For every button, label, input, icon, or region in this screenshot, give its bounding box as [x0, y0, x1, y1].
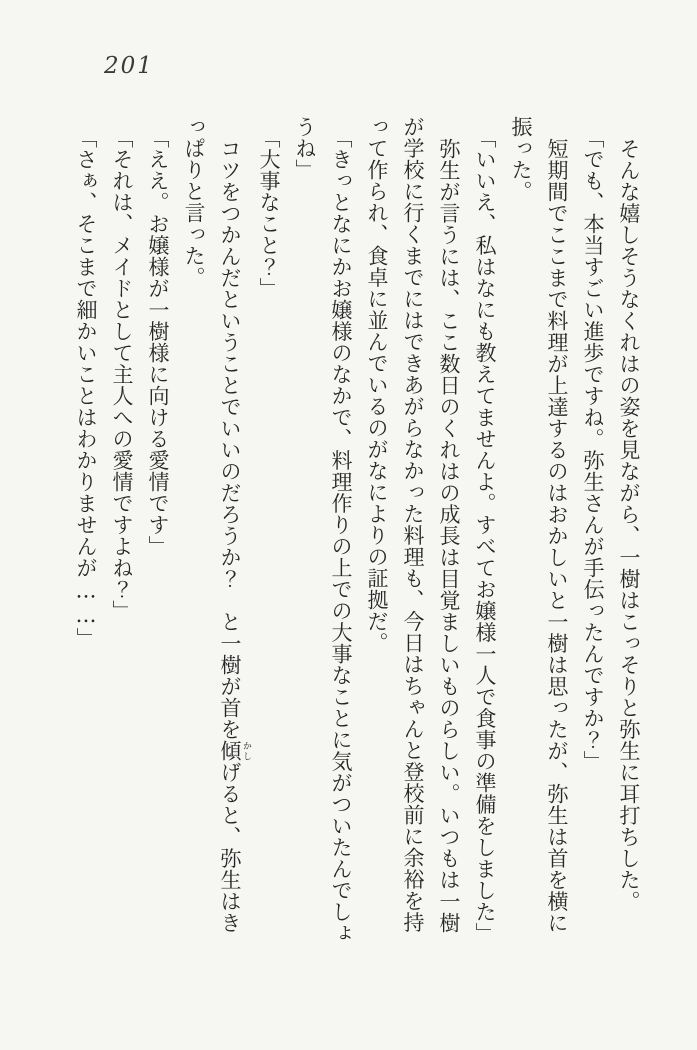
text-line: 「きっとなにかお嬢様のなかで、料理作りの上での大事なことに気がついたんでしょ: [329, 127, 353, 944]
text-line: 「それは、メイドとして主人への愛情ですよね？」: [110, 127, 134, 622]
ruby-text: かし: [241, 740, 251, 762]
text-line: 弥生が言うには、ここ数日のくれはの成長は目覚ましいものらしい。いつもは一樹: [437, 138, 461, 934]
page-number: 201: [104, 53, 154, 79]
text-line-with-ruby: [212, 116, 251, 964]
ruby-base: 傾: [218, 740, 242, 762]
text-line: そんな嬉しそうなくれはの姿を見ながら、一樹はこっそりと弥生に耳打ちした。: [617, 138, 641, 912]
ruby-line-after: げると、弥生はき: [218, 761, 242, 934]
ruby-annotation: [218, 740, 251, 762]
text-line: うね」: [293, 116, 317, 181]
page-text: [68, 116, 647, 964]
text-line: が学校に行くまでにはできあがらなかった料理も、今日はちゃんと登校前に余裕を持: [401, 116, 425, 933]
text-line: って作られ、食卓に並んでいるのがなによりの証拠だ。: [365, 116, 389, 654]
text-line: 「でも、本当すごい進歩ですね。弥生さんが手伝ったんですか？」: [581, 127, 605, 772]
text-line: 「さぁ、そこまで細かいことはわかりませんが……」: [74, 127, 98, 649]
text-line: 「ええ。お嬢様が一樹様に向ける愛情です」: [146, 127, 170, 557]
text-line: 「いいえ、私はなにも教えてませんよ。すべてお嬢様一人で食事の準備をしました」: [473, 127, 497, 944]
text-line: 短期間でここまで料理が上達するのはおかしいと一樹は思ったが、弥生は首を横に: [545, 138, 569, 934]
text-line: 「大事なこと？」: [257, 127, 281, 299]
ruby-line-before: コツをつかんだということでいいのだろうか？ と一樹が首を: [218, 138, 242, 740]
text-line: 振った。: [509, 116, 533, 202]
text-line: っぱりと言った。: [182, 116, 206, 288]
